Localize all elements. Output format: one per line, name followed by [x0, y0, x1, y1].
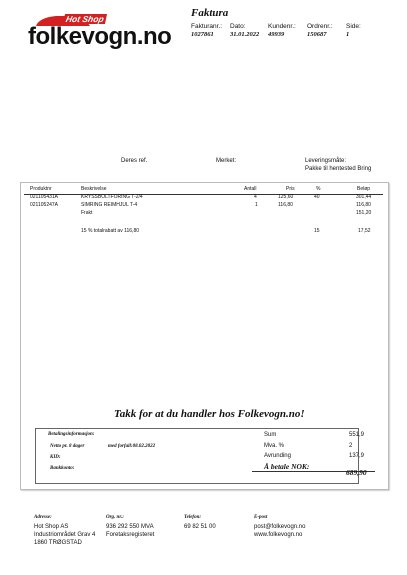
- logo-name: folkevogn.no: [28, 23, 172, 50]
- row-2-amount: 116,80: [356, 202, 371, 208]
- total-label: Å betale NOK:: [264, 462, 310, 471]
- sum-label: Sum: [264, 432, 277, 438]
- row-3-description: Frakt: [81, 210, 93, 216]
- total-value: 689,90: [346, 468, 367, 477]
- footer-email[interactable]: post@folkevogn.no: [254, 524, 306, 530]
- date-value: 31.01.2022: [230, 31, 260, 38]
- order-number: 150687: [307, 31, 327, 38]
- invoice-number: 1027861: [191, 31, 214, 38]
- row-1-quantity: 4: [254, 194, 257, 200]
- row-1-product: 021105431A: [30, 194, 58, 200]
- row-1-price: 125,60: [278, 194, 294, 200]
- invoice-number-label: Fakturanr.:: [191, 23, 223, 30]
- footer-address-line-3: 1860 TRØGSTAD: [34, 540, 82, 546]
- payment-terms: Netto pr. 8 dager: [50, 444, 85, 449]
- discount-percent: 15: [314, 228, 320, 234]
- payment-heading: Betalingsinformasjon:: [48, 432, 95, 437]
- row-2-description: SIMRING REIMHJUL T-4: [81, 202, 138, 208]
- footer-org-register: Foretaksregisteret: [106, 532, 155, 538]
- col-header-amount: Beløp: [357, 186, 371, 192]
- payment-due-date: med forfall:08.02.2022: [108, 444, 156, 449]
- footer-org-label: Org. nr.:: [106, 515, 124, 520]
- col-header-description: Beskrivelse: [81, 186, 107, 192]
- your-ref-label: Deres ref.: [121, 158, 148, 164]
- page-label: Side:: [346, 23, 361, 30]
- rounding-label: Avrunding: [264, 453, 291, 459]
- order-number-label: Ordrenr.:: [307, 23, 333, 30]
- sum-value: 551,9: [349, 432, 365, 438]
- col-header-product: Produktnr: [30, 186, 52, 192]
- rounding-value: 137,9: [349, 453, 365, 459]
- table-header-divider: [24, 194, 383, 195]
- customer-number: 49939: [268, 31, 285, 38]
- col-header-price: Pris: [286, 186, 295, 192]
- col-header-quantity: Antall: [244, 186, 257, 192]
- bank-account-label: Bankkonto:: [50, 466, 75, 471]
- row-1-percent: 40: [314, 194, 320, 200]
- thank-you-message: Takk for at du handler hos Folkevogn.no!: [114, 408, 305, 420]
- row-2-quantity: 1: [255, 202, 258, 208]
- discount-amount: 17,52: [358, 228, 371, 234]
- page-value: 1: [346, 31, 350, 38]
- row-3-amount: 151,20: [356, 210, 372, 216]
- date-label: Dato:: [230, 23, 246, 30]
- marked-label: Merket:: [216, 158, 237, 164]
- col-header-percent: %: [316, 186, 321, 192]
- row-2-price: 116,80: [278, 202, 293, 208]
- footer-phone-label: Telefon:: [184, 515, 202, 520]
- footer-phone: 69 82 51 00: [184, 524, 216, 530]
- row-1-description: KRYSSBOLTFORING T-2/4: [81, 194, 143, 200]
- delivery-method-label: Leveringsmåte:: [305, 158, 347, 164]
- discount-description: 15 % totalrabatt av 116,80: [81, 228, 140, 234]
- logo-tag: Hot Shop: [64, 14, 105, 24]
- customer-number-label: Kundenr.:: [268, 23, 296, 30]
- kid-label: KID:: [50, 455, 61, 460]
- vat-label: Mva. %: [264, 443, 285, 449]
- delivery-method-value: Pakke til hentested Bring: [305, 166, 372, 172]
- footer-email-label: E-post: [254, 515, 268, 520]
- row-1-amount: 301,44: [356, 194, 372, 200]
- company-logo: [28, 10, 178, 50]
- invoice-title: Faktura: [191, 7, 229, 19]
- footer-address-line-1: Hot Shop AS: [34, 524, 69, 530]
- footer-address-line-2: Industriområdet Grav 4: [34, 532, 96, 538]
- footer-address-label: Adresse:: [34, 515, 52, 520]
- footer-website[interactable]: www.folkevogn.no: [254, 532, 303, 538]
- footer-org-number: 936 292 550 MVA: [106, 524, 154, 530]
- vat-value: 2: [349, 443, 353, 449]
- row-2-product: 021105247A: [30, 202, 58, 208]
